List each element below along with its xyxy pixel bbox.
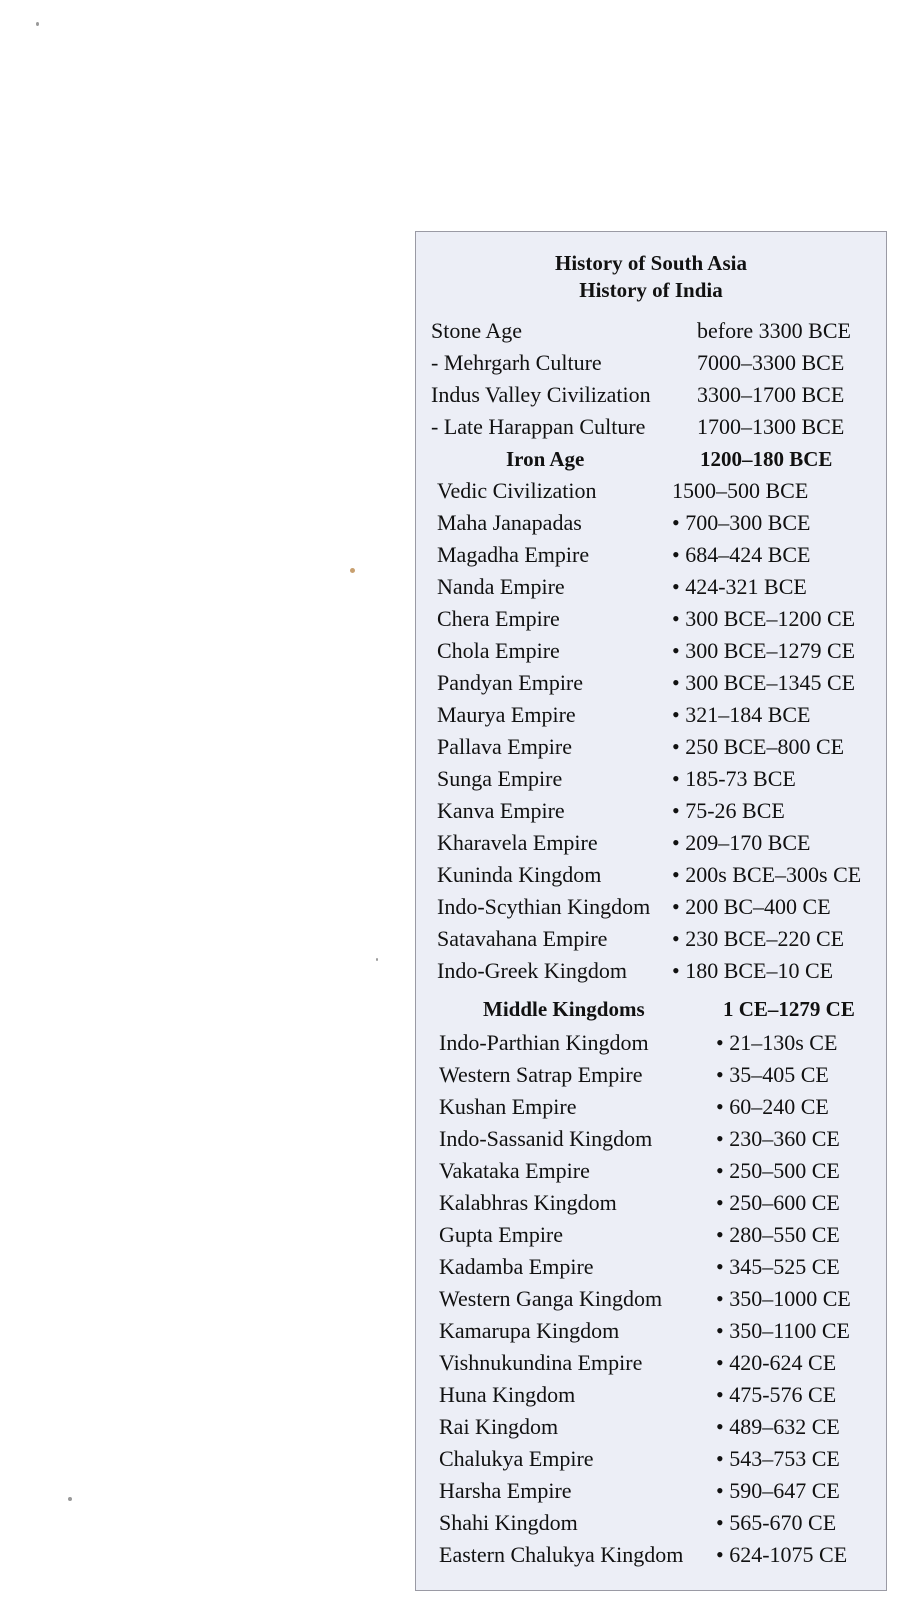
period-date: • 489–632 CE bbox=[716, 1414, 840, 1439]
timeline-row bbox=[416, 668, 886, 700]
titles-block bbox=[416, 250, 886, 304]
period-name: Pallava Empire bbox=[437, 734, 573, 759]
period-date: • 700–300 BCE bbox=[672, 510, 811, 535]
timeline-row bbox=[416, 700, 886, 732]
period-name: Indo-Scythian Kingdom bbox=[437, 894, 651, 919]
period-date: • 200 BC–400 CE bbox=[672, 894, 831, 919]
period-name: Kalabhras Kingdom bbox=[439, 1190, 617, 1215]
timeline-row bbox=[416, 1476, 886, 1508]
scan-speck bbox=[376, 958, 378, 961]
period-date: • 250–600 CE bbox=[716, 1190, 840, 1215]
period-name: Vakataka Empire bbox=[439, 1158, 590, 1183]
timeline-row bbox=[416, 1508, 886, 1540]
period-date: • 565-670 CE bbox=[716, 1510, 837, 1535]
period-name: Indo-Sassanid Kingdom bbox=[439, 1126, 653, 1151]
period-date: 1500–500 BCE bbox=[672, 478, 809, 503]
period-date: • 350–1100 CE bbox=[716, 1318, 850, 1343]
history-clipping bbox=[415, 231, 887, 1591]
period-name: Kadamba Empire bbox=[439, 1254, 594, 1279]
period-name: - Mehrgarh Culture bbox=[431, 350, 602, 375]
period-name: Chera Empire bbox=[437, 606, 560, 631]
timeline-row bbox=[416, 508, 886, 540]
period-date: 3300–1700 BCE bbox=[697, 382, 845, 407]
timeline-row bbox=[416, 892, 886, 924]
timeline-row bbox=[416, 476, 886, 508]
scan-speck bbox=[36, 22, 39, 26]
period-date: • 321–184 BCE bbox=[672, 702, 811, 727]
period-date: • 300 BCE–1200 CE bbox=[672, 606, 856, 631]
period-date: • 230 BCE–220 CE bbox=[672, 926, 845, 951]
period-name: Nanda Empire bbox=[437, 574, 565, 599]
timeline-row bbox=[416, 732, 886, 764]
period-date: • 475-576 CE bbox=[716, 1382, 837, 1407]
period-date: • 250–500 CE bbox=[716, 1158, 840, 1183]
period-date: before 3300 BCE bbox=[697, 318, 851, 343]
period-name: Western Ganga Kingdom bbox=[439, 1286, 663, 1311]
period-date: 7000–3300 BCE bbox=[697, 350, 845, 375]
period-date: • 185-73 BCE bbox=[672, 766, 796, 791]
period-name: - Late Harappan Culture bbox=[431, 414, 646, 439]
period-name: Vedic Civilization bbox=[437, 478, 597, 503]
timeline-row bbox=[416, 1540, 886, 1572]
scan-speck bbox=[350, 568, 355, 573]
period-name: Harsha Empire bbox=[439, 1478, 572, 1503]
period-name: Kharavela Empire bbox=[437, 830, 598, 855]
period-name: Western Satrap Empire bbox=[439, 1062, 643, 1087]
period-date: • 230–360 CE bbox=[716, 1126, 840, 1151]
section-heading-date: 1200–180 BCE bbox=[700, 447, 833, 471]
period-date: • 684–424 BCE bbox=[672, 542, 811, 567]
section-heading-label: Middle Kingdoms bbox=[483, 997, 645, 1021]
timeline-row bbox=[416, 348, 886, 380]
timeline-row bbox=[416, 1124, 886, 1156]
timeline-row bbox=[416, 1252, 886, 1284]
period-name: Chola Empire bbox=[437, 638, 560, 663]
timeline-row bbox=[416, 572, 886, 604]
period-date: • 209–170 BCE bbox=[672, 830, 811, 855]
main-title: History of South Asia bbox=[555, 251, 747, 275]
sub-title: History of India bbox=[579, 278, 723, 302]
period-name: Indo-Parthian Kingdom bbox=[439, 1030, 649, 1055]
period-date: • 200s BCE–300s CE bbox=[672, 862, 862, 887]
period-name: Kuninda Kingdom bbox=[437, 862, 602, 887]
timeline-row bbox=[416, 924, 886, 956]
period-date: • 300 BCE–1345 CE bbox=[672, 670, 856, 695]
timeline-row bbox=[416, 604, 886, 636]
period-date: • 624-1075 CE bbox=[716, 1542, 848, 1567]
timeline-row bbox=[416, 956, 886, 988]
timeline-row bbox=[416, 828, 886, 860]
period-date: • 60–240 CE bbox=[716, 1094, 829, 1119]
period-name: Eastern Chalukya Kingdom bbox=[439, 1542, 684, 1567]
period-date: • 35–405 CE bbox=[716, 1062, 829, 1087]
timeline-row bbox=[416, 1156, 886, 1188]
timeline-row bbox=[416, 1220, 886, 1252]
period-name: Maurya Empire bbox=[437, 702, 576, 727]
period-name: Chalukya Empire bbox=[439, 1446, 594, 1471]
period-name: Indus Valley Civilization bbox=[431, 382, 651, 407]
timeline-row bbox=[416, 316, 886, 348]
timeline-row bbox=[416, 1348, 886, 1380]
period-name: Shahi Kingdom bbox=[439, 1510, 578, 1535]
period-date: • 420-624 CE bbox=[716, 1350, 837, 1375]
timeline-row bbox=[416, 860, 886, 892]
period-date: • 75-26 BCE bbox=[672, 798, 785, 823]
timeline-row bbox=[416, 764, 886, 796]
period-name: Vishnukundina Empire bbox=[439, 1350, 643, 1375]
period-name: Huna Kingdom bbox=[439, 1382, 576, 1407]
period-date: • 21–130s CE bbox=[716, 1030, 838, 1055]
period-name: Sunga Empire bbox=[437, 766, 563, 791]
period-date: • 350–1000 CE bbox=[716, 1286, 851, 1311]
period-name: Stone Age bbox=[431, 318, 523, 343]
period-name: Kushan Empire bbox=[439, 1094, 577, 1119]
period-name: Pandyan Empire bbox=[437, 670, 584, 695]
period-name: Magadha Empire bbox=[437, 542, 590, 567]
timeline-row bbox=[416, 796, 886, 828]
timeline-row bbox=[416, 1412, 886, 1444]
period-name: Kanva Empire bbox=[437, 798, 565, 823]
timeline-row bbox=[416, 1188, 886, 1220]
timeline-row bbox=[416, 1092, 886, 1124]
timeline-row bbox=[416, 412, 886, 444]
section-heading bbox=[416, 994, 886, 1026]
period-name: Indo-Greek Kingdom bbox=[437, 958, 628, 983]
timeline-row bbox=[416, 540, 886, 572]
period-date: • 424-321 BCE bbox=[672, 574, 807, 599]
section-heading bbox=[416, 444, 886, 476]
period-date: • 543–753 CE bbox=[716, 1446, 840, 1471]
timeline-row bbox=[416, 380, 886, 412]
timeline-row bbox=[416, 1284, 886, 1316]
period-date: • 250 BCE–800 CE bbox=[672, 734, 845, 759]
period-date: 1700–1300 BCE bbox=[697, 414, 845, 439]
period-name: Satavahana Empire bbox=[437, 926, 608, 951]
period-name: Maha Janapadas bbox=[437, 510, 582, 535]
timeline-row bbox=[416, 1028, 886, 1060]
period-date: • 280–550 CE bbox=[716, 1222, 840, 1247]
timeline-row bbox=[416, 636, 886, 668]
timeline-row bbox=[416, 1316, 886, 1348]
period-name: Kamarupa Kingdom bbox=[439, 1318, 620, 1343]
timeline-row bbox=[416, 1444, 886, 1476]
section-heading-date: 1 CE–1279 CE bbox=[723, 997, 855, 1021]
scan-speck bbox=[68, 1497, 72, 1501]
period-date: • 300 BCE–1279 CE bbox=[672, 638, 856, 663]
period-date: • 345–525 CE bbox=[716, 1254, 840, 1279]
period-name: Gupta Empire bbox=[439, 1222, 564, 1247]
period-date: • 180 BCE–10 CE bbox=[672, 958, 834, 983]
timeline-row bbox=[416, 1060, 886, 1092]
section-heading-label: Iron Age bbox=[506, 447, 585, 471]
period-date: • 590–647 CE bbox=[716, 1478, 840, 1503]
period-name: Rai Kingdom bbox=[439, 1414, 559, 1439]
timeline-row bbox=[416, 1380, 886, 1412]
